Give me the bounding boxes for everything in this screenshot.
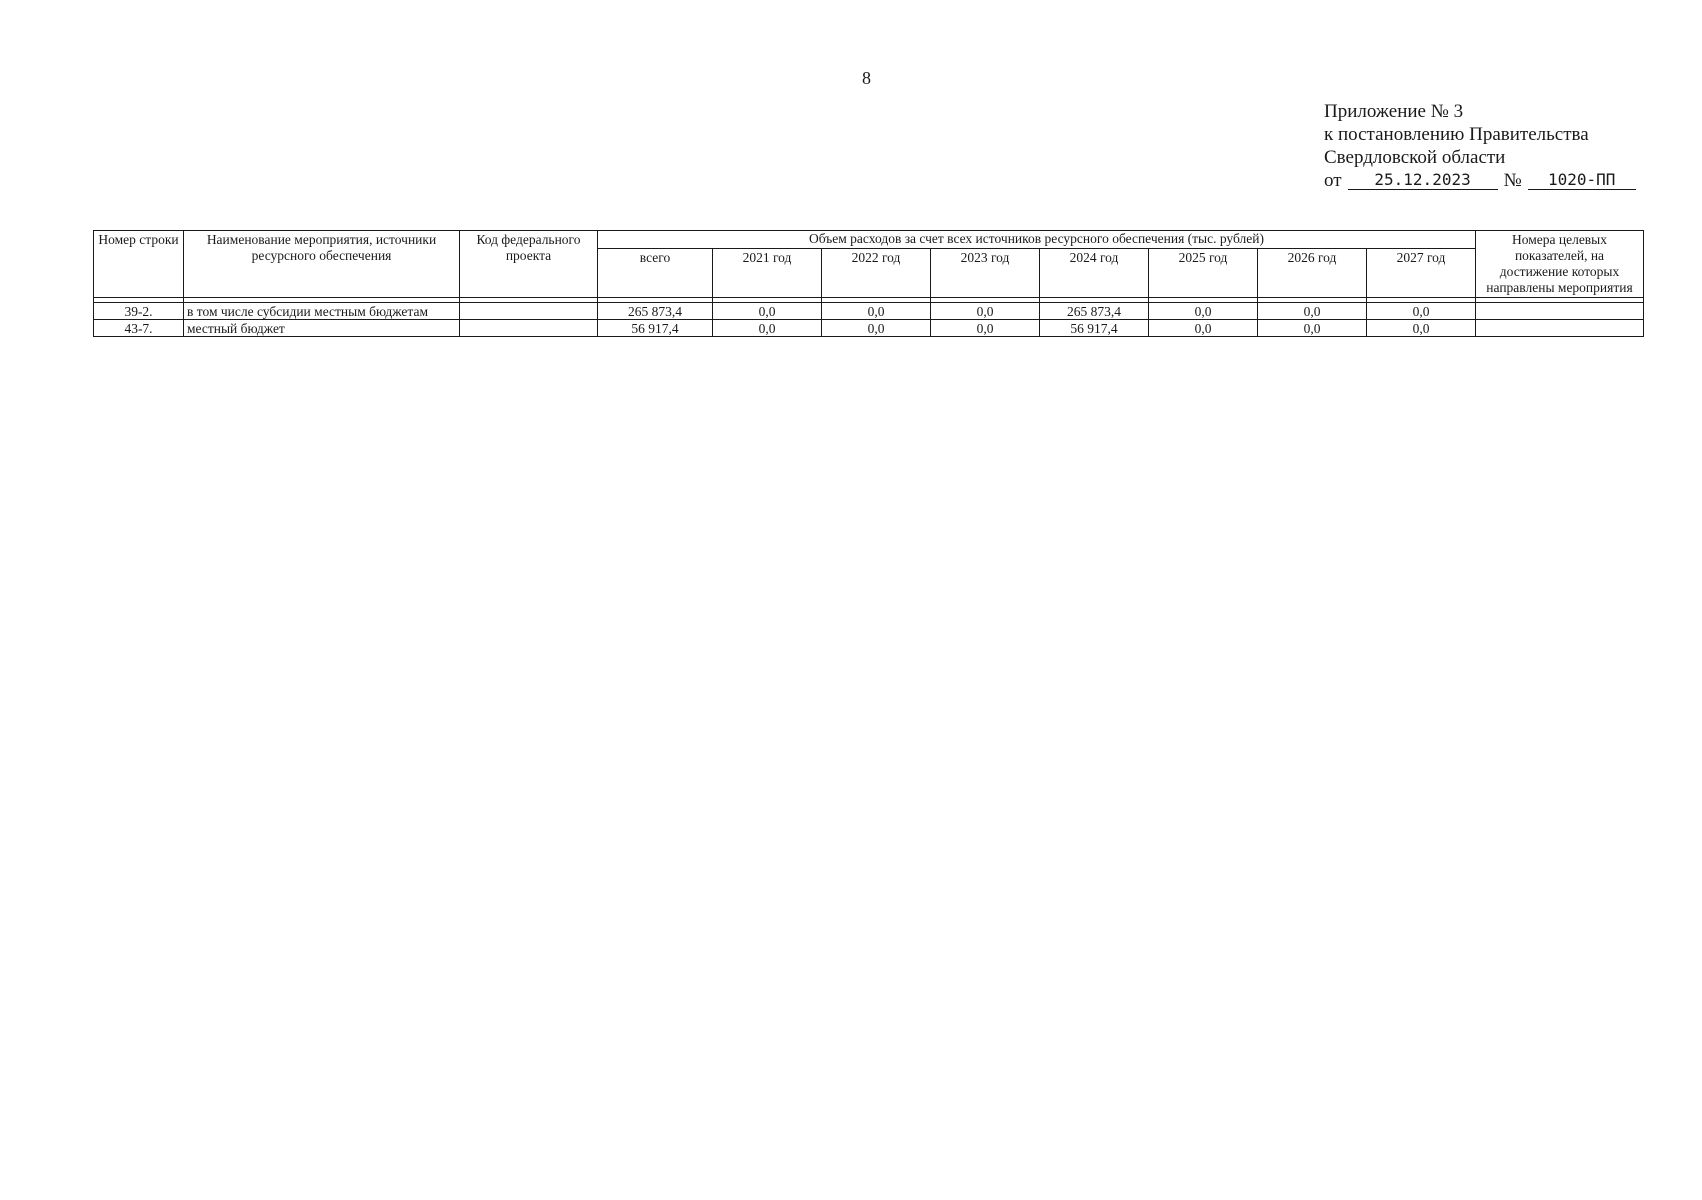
cell-indicators	[1476, 303, 1644, 320]
cell-2027: 0,0	[1367, 320, 1476, 337]
expenses-table	[93, 230, 1644, 337]
header-name: Наименование мероприятия, источники ресурсного обеспечения	[184, 231, 460, 298]
header-2022: 2022 год	[822, 248, 931, 297]
header-total: всего	[598, 248, 713, 297]
cell-2023: 0,0	[931, 303, 1040, 320]
cell-2025: 0,0	[1149, 303, 1258, 320]
header-2027: 2027 год	[1367, 248, 1476, 297]
cell-2023: 0,0	[931, 320, 1040, 337]
table-row	[94, 320, 1644, 337]
cell-total: 56 917,4	[598, 320, 713, 337]
cell-2024: 265 873,4	[1040, 303, 1149, 320]
decree-number: 1020-ПП	[1528, 171, 1636, 190]
cell-row-number: 43-7.	[94, 320, 184, 337]
cell-total: 265 873,4	[598, 303, 713, 320]
header-2025: 2025 год	[1149, 248, 1258, 297]
header-2021: 2021 год	[713, 248, 822, 297]
header-code: Код федерального проекта	[460, 231, 598, 298]
header-2023: 2023 год	[931, 248, 1040, 297]
decree-date: 25.12.2023	[1348, 171, 1498, 190]
cell-2024: 56 917,4	[1040, 320, 1149, 337]
cell-2021: 0,0	[713, 303, 822, 320]
cell-code	[460, 303, 598, 320]
from-label: от	[1324, 170, 1342, 191]
header-volume-group: Объем расходов за счет всех источников ресурсного обеспечения (тыс. рублей)	[598, 231, 1476, 249]
table-row	[94, 303, 1644, 320]
appendix-title: Приложение № 3	[1324, 101, 1464, 122]
cell-2026: 0,0	[1258, 320, 1367, 337]
cell-name: местный бюджет	[184, 320, 460, 337]
header-2024: 2024 год	[1040, 248, 1149, 297]
appendix-date-number-line	[1324, 169, 1636, 192]
appendix-region: Свердловской области	[1324, 147, 1506, 168]
cell-name: в том числе субсидии местным бюджетам	[184, 303, 460, 320]
cell-row-number: 39-2.	[94, 303, 184, 320]
cell-2021: 0,0	[713, 320, 822, 337]
cell-2026: 0,0	[1258, 303, 1367, 320]
cell-2022: 0,0	[822, 303, 931, 320]
cell-code	[460, 320, 598, 337]
cell-2027: 0,0	[1367, 303, 1476, 320]
appendix-header	[1324, 100, 1636, 192]
header-row-number: Номер строки	[94, 231, 184, 298]
cell-2022: 0,0	[822, 320, 931, 337]
cell-2025: 0,0	[1149, 320, 1258, 337]
header-2026: 2026 год	[1258, 248, 1367, 297]
number-label: №	[1503, 170, 1522, 191]
cell-indicators	[1476, 320, 1644, 337]
page-number: 8	[862, 68, 871, 88]
header-indicators: Номера целевых показателей, на достижение которых направлены мероприятия	[1476, 231, 1644, 298]
appendix-decree-ref: к постановлению Правительства	[1324, 124, 1589, 145]
